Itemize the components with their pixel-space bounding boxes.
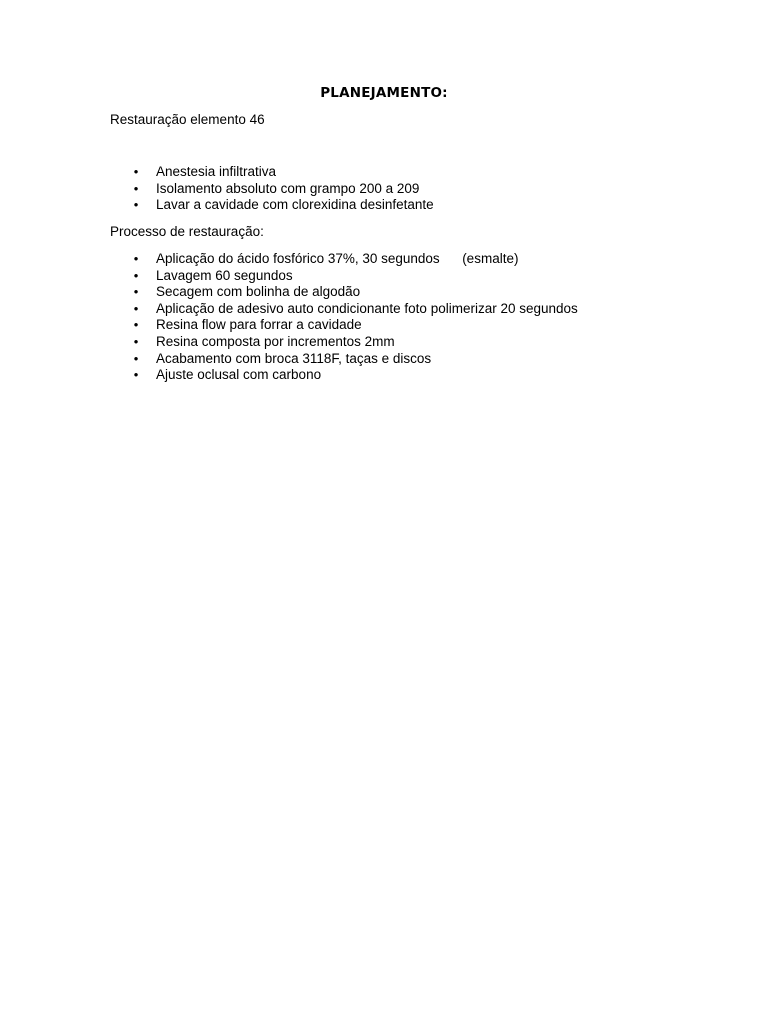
process-heading: Processo de restauração: <box>110 224 264 239</box>
list-item-text: Resina flow para forrar a cavidade <box>156 317 362 333</box>
list-item <box>110 197 434 214</box>
list-item <box>110 317 578 334</box>
list-item-text: Aplicação do ácido fosfórico 37%, 30 segundos (esmalte) <box>156 251 519 266</box>
list-item-text: Lavagem 60 segundos <box>156 267 293 283</box>
list-item <box>110 351 578 368</box>
bullet-icon: • <box>133 367 139 383</box>
list-item-text: Anestesia infiltrativa <box>156 164 277 179</box>
bullet-icon: • <box>133 317 139 333</box>
bullet-icon: • <box>133 267 139 283</box>
bullet-icon: • <box>133 197 139 213</box>
bullet-icon: • <box>133 251 139 266</box>
bullet-icon: • <box>133 350 139 366</box>
bullet-icon: • <box>133 333 139 349</box>
list-item <box>110 268 578 285</box>
preparation-list <box>110 164 434 214</box>
list-item-text: Resina composta por incrementos 2mm <box>156 333 395 349</box>
bullet-icon: • <box>133 300 139 316</box>
list-item-text: Ajuste oclusal com carbono <box>156 367 322 383</box>
list-item-text: Lavar a cavidade com clorexidina desinfetante <box>156 197 434 213</box>
list-item-text: Secagem com bolinha de algodão <box>156 284 361 300</box>
list-item <box>110 181 434 198</box>
procedure-subtitle: Restauração elemento 46 <box>110 112 265 127</box>
list-item <box>110 164 434 181</box>
list-item <box>110 251 578 268</box>
list-item <box>110 284 578 301</box>
list-item <box>110 367 578 384</box>
process-list <box>110 251 578 384</box>
list-item <box>110 301 578 318</box>
document-title: PLANEJAMENTO: <box>320 85 448 101</box>
list-item-text: Acabamento com broca 3118F, taças e discos <box>156 350 432 366</box>
bullet-icon: • <box>133 164 139 179</box>
list-item <box>110 334 578 351</box>
list-item-text: Isolamento absoluto com grampo 200 a 209 <box>156 180 420 196</box>
bullet-icon: • <box>133 284 139 300</box>
list-item-text: Aplicação de adesivo auto condicionante foto polimerizar 20 segundos <box>156 300 578 316</box>
bullet-icon: • <box>133 180 139 196</box>
